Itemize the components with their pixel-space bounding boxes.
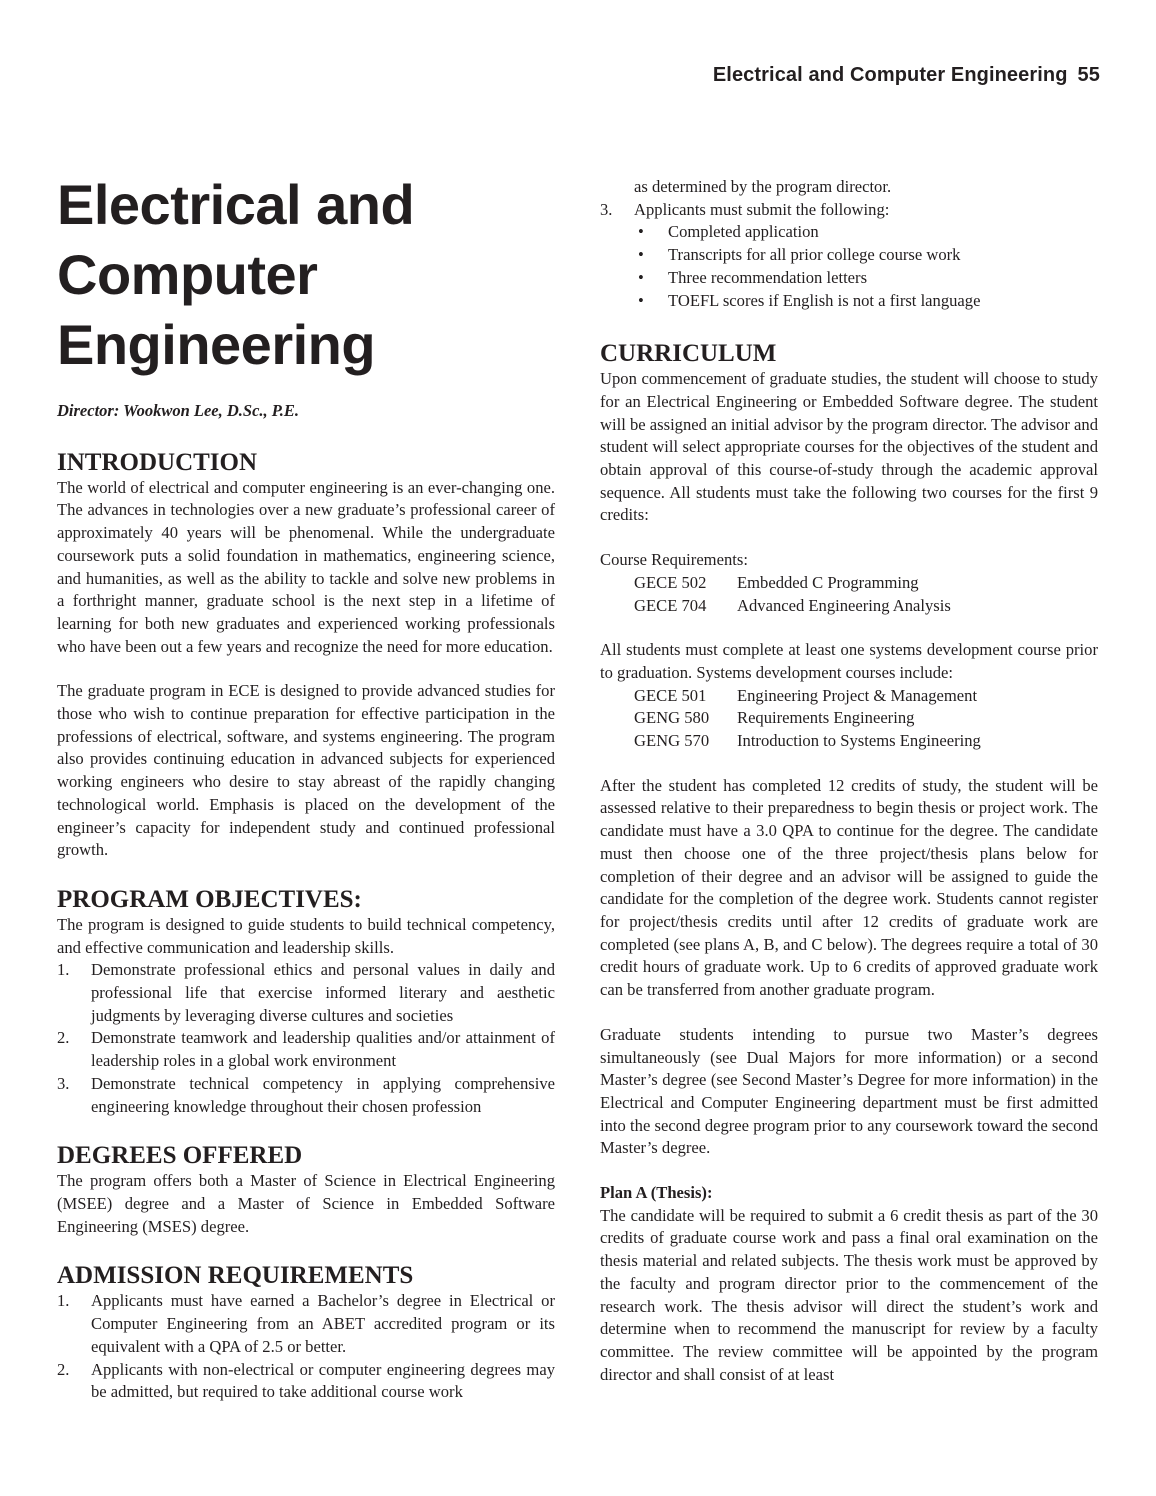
course-name: Advanced Engineering Analysis xyxy=(737,595,951,615)
bullet-icon: • xyxy=(638,222,644,242)
admission-continuation: as determined by the program director. xyxy=(634,177,892,196)
curriculum-paragraph: Graduate students intending to pursue two Master’s degrees simultaneously (see Dual Majors for more information) or a second Master’s degree (see Second Master’s Degree for more information) in the Electrical and Computer Engineering department must be first admitted into the second degree program prior to any coursework toward the second Master’s degree. xyxy=(600,1024,1098,1158)
plan-a-heading: Plan A (Thesis): xyxy=(600,1183,713,1203)
bullet-icon: • xyxy=(638,290,644,310)
course-code: GECE 501 xyxy=(634,685,707,705)
admission-heading: ADMISSION REQUIREMENTS xyxy=(57,1262,414,1290)
course-code: GENG 580 xyxy=(634,708,710,728)
list-number: 2. xyxy=(57,1359,70,1379)
course-code: GECE 704 xyxy=(634,595,707,615)
introduction-paragraph: The world of electrical and computer engineering is an ever-changing one. The advances in technologies over a new graduate’s professional career of approximately 40 years will be phenomenal. While the undergraduate coursework puts a solid foundation in mathematics, engineering science, and humanities, as well as the ability to tackle and solve new problems in a forthright manner, graduate school is the next step in a lifetime of learning for both new graduates and experienced working professionals who have been out a few years and recognize the need for more education. xyxy=(57,477,555,656)
bullet-icon: • xyxy=(638,245,644,265)
objectives-intro: The program is designed to guide students to build technical competency, and effective communication and leadership skills. xyxy=(57,914,555,957)
introduction-heading: INTRODUCTION xyxy=(57,448,258,476)
bullet-item xyxy=(638,267,1098,290)
left-column xyxy=(57,170,555,1404)
admission-list xyxy=(57,1290,555,1404)
director-line: Director: Wookwon Lee, D.Sc., P.E. xyxy=(57,401,299,420)
objectives-heading: PROGRAM OBJECTIVES: xyxy=(57,885,362,913)
course-row xyxy=(600,707,1098,730)
submission-bullets xyxy=(600,221,1098,312)
list-item-text: Applicants must submit the following: xyxy=(634,199,890,219)
list-number: 1. xyxy=(57,960,70,980)
course-code: GENG 570 xyxy=(634,731,710,751)
page-title-line: Engineering xyxy=(57,313,376,376)
degrees-paragraph: The program offers both a Master of Science in Electrical Engineering (MSEE) degree and a Master of Science in Embedded Software Engineering (MSES) degree. xyxy=(57,1171,555,1236)
course-row xyxy=(600,572,1098,595)
course-row xyxy=(600,595,1098,618)
list-item xyxy=(57,1073,555,1118)
course-code: GECE 502 xyxy=(634,572,707,592)
curriculum-paragraph: After the student has completed 12 credits of study, the student will be assessed relative to their preparedness to begin thesis or project work. The candidate must have a 3.0 QPA to continue for the degree. The candidate must then choose one of the three project/thesis plans below for completion of their degree and an advisor will be assigned to guide the candidate for the completion of the degree work. Students cannot register for project/thesis credits until after 12 credits of graduate work are completed (see plans A, B, and C below). The degrees require a total of 30 credit hours of graduate work. Up to 6 credits of approved graduate work can be transferred from another graduate program. xyxy=(600,775,1098,1000)
bullet-item xyxy=(638,290,1098,313)
list-number: 3. xyxy=(600,199,613,219)
page-title xyxy=(57,170,555,380)
bullet-text: Completed application xyxy=(668,222,819,242)
list-item-text: Demonstrate teamwork and leadership qualities and/or attainment of leadership roles in a global work environment xyxy=(91,1028,555,1071)
bullet-item xyxy=(638,244,1098,267)
course-requirements-label: Course Requirements: xyxy=(600,550,748,570)
curriculum-heading: CURRICULUM xyxy=(600,340,777,368)
list-item xyxy=(57,1027,555,1072)
list-item xyxy=(57,1359,555,1404)
course-row xyxy=(600,685,1098,708)
list-item xyxy=(600,199,1098,222)
list-item-text: Applicants with non-electrical or computer engineering degrees may be admitted, but required to take additional course work xyxy=(91,1359,555,1402)
list-item xyxy=(57,1290,555,1358)
bullet-text: Three recommendation letters xyxy=(668,267,868,287)
running-header-title: Electrical and Computer Engineering xyxy=(712,64,1068,86)
course-name: Introduction to Systems Engineering xyxy=(737,731,981,751)
admission-list-continued xyxy=(600,199,1098,222)
page-number: 55 xyxy=(1077,64,1100,86)
degrees-heading: DEGREES OFFERED xyxy=(57,1142,303,1170)
bullet-text: TOEFL scores if English is not a first language xyxy=(668,290,981,310)
list-number: 3. xyxy=(57,1073,70,1093)
list-number: 1. xyxy=(57,1291,70,1311)
bullet-icon: • xyxy=(638,267,644,287)
course-name: Embedded C Programming xyxy=(737,572,919,592)
course-row xyxy=(600,730,1098,753)
list-item-text: Applicants must have earned a Bachelor’s degree in Electrical or Computer Engineering from an ABET accredited program or its equivalent with a QPA of 2.5 or better. xyxy=(91,1291,555,1356)
plan-a-paragraph: The candidate will be required to submit a 6 credit thesis as part of the 30 credits of graduate course work and pass a final oral examination on the thesis material and related subjects. The thesis work must be approved by the faculty and program director prior to the commencement of the research work. The thesis advisor will direct the student’s work and determine when to recommend the manuscript for review by a faculty committee. The review committee will be appointed by the program director and shall consist of at least xyxy=(600,1205,1098,1384)
list-item xyxy=(57,959,555,1027)
curriculum-paragraph: All students must complete at least one systems development course prior to graduation. Systems development courses include: xyxy=(600,640,1098,682)
bullet-item xyxy=(638,221,1098,244)
list-item-text: Demonstrate professional ethics and personal values in daily and professional life that exercise informed literary and aesthetic judgments by leveraging diverse cultures and societies xyxy=(91,960,555,1025)
course-name: Engineering Project & Management xyxy=(737,685,978,705)
curriculum-paragraph: Upon commencement of graduate studies, the student will choose to study for an Electrical Engineering or Embedded Software degree. The student will be assigned an initial advisor by the program director. The advisor and student will select appropriate courses for the objectives of the student and obtain approval of this course-of-study through the academic approval sequence. All students must take the following two courses for the first 9 credits: xyxy=(600,369,1098,525)
page-title-line: Computer xyxy=(57,243,318,306)
course-name: Requirements Engineering xyxy=(737,708,915,728)
page-title-line: Electrical and xyxy=(57,173,415,236)
bullet-text: Transcripts for all prior college course work xyxy=(668,245,961,265)
objectives-list xyxy=(57,959,555,1118)
list-number: 2. xyxy=(57,1028,70,1048)
list-item-text: Demonstrate technical competency in applying comprehensive engineering knowledge throughout their chosen profession xyxy=(91,1073,555,1116)
right-column xyxy=(600,176,1098,1386)
running-header xyxy=(713,64,1100,87)
introduction-paragraph: The graduate program in ECE is designed to provide advanced studies for those who wish to continue preparation for effective participation in the professions of electrical, software, and systems engineering. The program also provides continuing education in advanced subjects for experienced working engineers who desire to stay abreast of the rapidly changing technological world. Emphasis is placed on the development of the engineer’s capacity for independent study and continued professional growth. xyxy=(57,681,555,860)
